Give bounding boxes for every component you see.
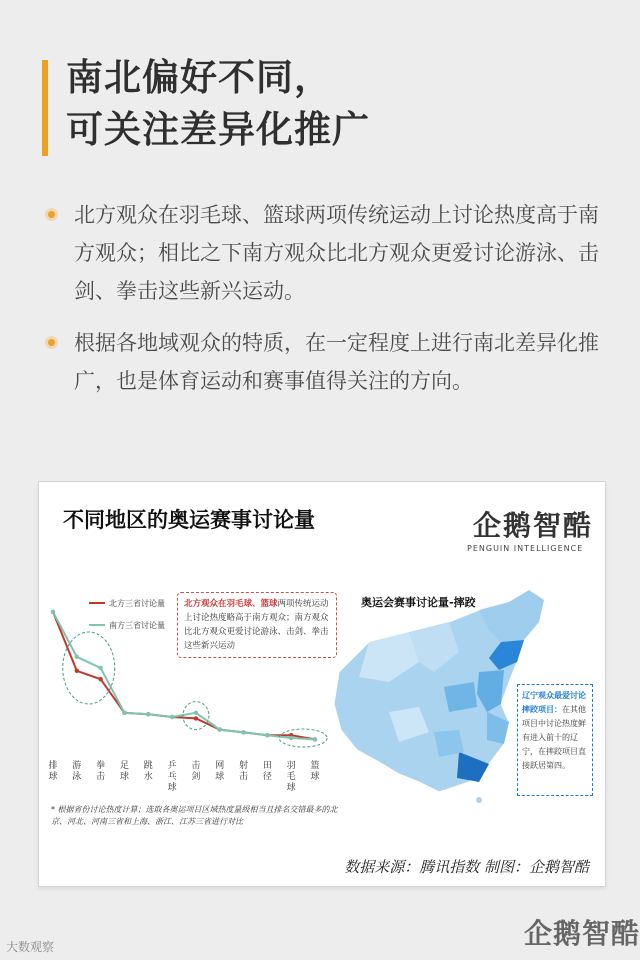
data-point — [146, 712, 150, 716]
penguin-logo-text: 企鹅智酷 — [473, 509, 594, 542]
x-tick-label: 排 — [48, 761, 58, 771]
x-tick-label: 击 — [191, 761, 201, 771]
x-tick-label: 击 — [239, 772, 249, 782]
chart-title: 不同地区的奥运赛事讨论量 — [63, 508, 315, 532]
x-tick-label: 射 — [239, 761, 249, 771]
data-source: 数据来源：腾讯指数 制图：企鹅智酷 — [344, 858, 589, 876]
data-point — [289, 736, 293, 740]
bullet-dot-icon — [48, 211, 55, 218]
data-point — [98, 666, 102, 670]
bullet-dot-icon — [48, 339, 55, 346]
x-tick-label: 足 — [119, 761, 129, 771]
x-tick-label: 篮 — [310, 761, 320, 771]
data-point — [194, 711, 198, 715]
data-point — [75, 669, 79, 673]
footer-logo: 企鹅智酷 — [524, 917, 640, 950]
penguin-logo-sub: PENGUIN INTELLIGENCE — [467, 544, 584, 553]
data-point — [51, 610, 55, 614]
x-tick-label: 毛 — [286, 772, 296, 782]
annotation-text: 南方观众比北方观众更爱讨论游泳、击剑、拳击这些新兴运动 — [184, 613, 329, 651]
data-point — [313, 737, 317, 741]
x-tick-label: 球 — [48, 772, 58, 782]
x-tick-label: 击 — [96, 772, 106, 782]
data-point — [218, 727, 222, 731]
x-tick-label: 羽 — [286, 761, 296, 771]
bullet-item — [46, 324, 616, 400]
data-point — [265, 733, 269, 737]
annotation-highlight: 北方观众在羽毛球、篮球 — [184, 599, 278, 609]
x-tick-label: 球 — [286, 783, 296, 793]
x-tick-label: 田 — [262, 761, 272, 771]
chart-note: * 根据省份讨论热度计算；选取各奥运项目区域热度量级相当且排名交错最多的北京、河北、河南三省和上海、浙江、江苏三省进行对比 — [51, 805, 338, 826]
highlight-ring — [183, 702, 209, 730]
legend-label: 北方三省讨论量 — [109, 599, 165, 608]
x-tick-label: 泳 — [72, 772, 82, 782]
data-point — [98, 677, 102, 681]
china-map — [334, 590, 544, 803]
x-tick-label: 水 — [143, 772, 153, 782]
x-tick-label: 游 — [72, 761, 82, 771]
data-point — [194, 716, 198, 720]
bullet-list — [46, 196, 616, 414]
data-point — [122, 711, 126, 715]
data-point — [75, 655, 79, 659]
data-point — [170, 715, 174, 719]
title-accent-bar — [42, 60, 48, 156]
highlight-ring — [63, 632, 115, 704]
x-tick-label: 剑 — [191, 772, 201, 782]
map-region — [444, 682, 477, 712]
legend-label: 南方三省讨论量 — [109, 621, 165, 630]
bullet-text: 根据各地域观众的特质，在一定程度上进行南北差异化推广，也是体育运动和赛事值得关注的方向。 — [74, 331, 599, 393]
x-tick-label: 球 — [310, 772, 320, 782]
x-tick-label: 乓 — [167, 772, 177, 782]
title-line-1: 南北偏好不同， — [66, 56, 332, 99]
map-title: 奥运会赛事讨论量-摔跤 — [361, 596, 476, 609]
map-annotation-highlight: 辽宁观众最爱讨论摔跤项目： — [522, 691, 586, 714]
title-line-2: 可关注差异化推广 — [66, 108, 370, 151]
map-annotation-text: 在其他项目中讨论热度鲜有进入前十的辽宁，在摔跤项目直接跃居第四。 — [522, 705, 586, 770]
map-annotation — [517, 684, 593, 796]
x-tick-label: 球 — [119, 772, 129, 782]
footer-watermark: 大数观察 — [6, 940, 55, 954]
bullet-text: 北方观众在羽毛球、篮球两项传统运动上讨论热度高于南方观众；相比之下南方观众比北方观众更爱讨论游泳、击剑、拳击这些新兴运动。 — [74, 203, 599, 303]
page-title — [66, 52, 370, 156]
x-tick-label: 乒 — [167, 761, 177, 771]
map-island — [476, 797, 482, 803]
x-tick-label: 拳 — [96, 761, 106, 771]
x-tick-label: 跳 — [143, 761, 153, 771]
data-point — [241, 730, 245, 734]
x-tick-label: 径 — [262, 772, 272, 782]
x-tick-label: 网 — [215, 761, 225, 771]
chart-legend — [89, 598, 165, 630]
x-tick-label: 球 — [215, 772, 225, 782]
chart-card — [38, 481, 606, 887]
x-tick-label: 球 — [167, 783, 177, 793]
annotation-text: 两项传统运动上讨论热度略高于南方观众； — [184, 599, 329, 623]
chart-annotation — [177, 592, 337, 658]
bullet-item — [46, 196, 616, 310]
